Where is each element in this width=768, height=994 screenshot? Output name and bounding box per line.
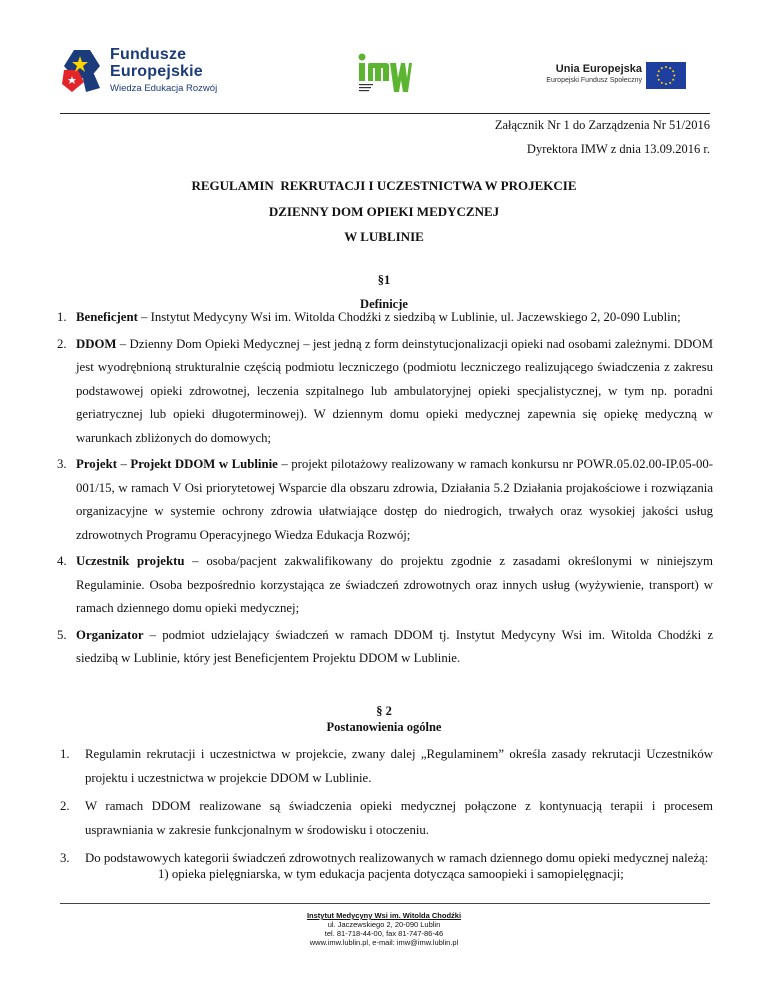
definition-text: – Instytut Medycyny Wsi im. Witolda Chodźki z siedzibą w Lublinie, ul. Jaczewskiego 2, 20-090 Lublin;: [137, 310, 681, 324]
provision-number: 2.: [60, 799, 70, 813]
provision-item: [60, 743, 713, 790]
provision-item: [60, 795, 713, 842]
imw-logo-icon: [356, 52, 412, 98]
document-title-line3: W LUBLINIE: [344, 229, 424, 244]
fe-logo-line1: Fundusze: [110, 46, 187, 63]
ue-logo-line1: Unia Europejska: [555, 63, 642, 75]
definition-item: [57, 453, 714, 547]
footer-institution-name: Instytut Medycyny Wsi im. Witolda Chodźki: [306, 911, 462, 920]
ue-logo-line2: Europejski Fundusz Społeczny: [546, 77, 642, 84]
footer-divider: [60, 903, 710, 904]
definition-term: Uczestnik projektu: [76, 554, 185, 568]
provision-subitem: 1) opieka pielęgniarska, w tym edukacja pacjenta dotycząca samoopieki i samopielęgnacji;: [158, 867, 624, 881]
definition-text: –: [116, 457, 131, 471]
unia-europejska-logo: [530, 62, 700, 96]
footer-web-email: www.imw.lublin.pl, e-mail: imw@imw.lublin.pl: [309, 938, 459, 947]
provision-number: 1.: [60, 747, 70, 761]
fe-star-mark-icon: [60, 48, 104, 94]
definition-term: Beneficjent: [76, 310, 138, 324]
provision-text: W ramach DDOM realizowane są świadczenia opieki medycznej połączone z kontynuacją terapii i procesem usprawniania w zakresie funkcjonalnym w środowisku i otoczeniu.: [85, 799, 713, 837]
definition-text: – podmiot udzielający świadczeń w ramach DDOM tj. Instytut Medycyny Wsi im. Witolda Chodźki z siedzibą w Lublinie, który jest Beneficjentem Projektu DDOM w Lublinie.: [76, 627, 713, 665]
section2-sign: § 2: [376, 704, 392, 718]
definition-number: 3.: [57, 457, 67, 471]
definition-number: 2.: [57, 336, 67, 351]
footer-phone-fax: tel. 81-718-44-00, fax 81-747-86-46: [324, 929, 444, 938]
general-provisions-list: [60, 743, 713, 876]
footer-address: ul. Jaczewskiego 2, 20-090 Lublin: [327, 920, 441, 929]
definition-text: – osoba/pacjent zakwalifikowany do projektu zgodnie z zasadami określonymi w niniejszym Regulaminie. Osoba bezpośrednio korzystająca ze świadczeń zdrowotnych oraz innych usług (wyżywienie, transport) w ramach dziennego domu opieki medycznej;: [76, 554, 713, 615]
definition-item: [57, 550, 713, 621]
provision-text: Regulamin rekrutacji i uczestnictwa w projekcie, zwany dalej „Regulaminem” określa zasady rekrutacji Uczestników projektu i uczestnictwa w projekcie DDOM w Lublinie.: [85, 747, 713, 785]
provision-number: 3.: [60, 851, 70, 865]
fe-logo-line2: Europejskie: [110, 63, 203, 80]
definition-item: [57, 624, 713, 671]
eu-flag-icon: [646, 62, 686, 89]
definition-text: – Dzienny Dom Opieki Medycznej – jest jedną z form deinstytucjonalizacji opieki nad osobami zależnymi. DDOM jest wyodrębnioną strukturalnie częścią podmiotu leczniczego (podmiotu leczniczego realizującego świadczenia z zakresu podstawowej opieki zdrowotnej, leczenia szpitalnego lub ambulatoryjnej opieki specjalistycznej, w tym np. poradni geriatrycznej lub opieki długoterminowej). W dziennym domu opieki medycznej zapewnia się opiekę medyczną w warunkach zbliżonych do domowych;: [76, 336, 713, 445]
section1-heading: Definicje: [360, 297, 408, 311]
section2-heading: Postanowienia ogólne: [326, 720, 442, 734]
definition-number: 5.: [57, 627, 67, 642]
attachment-line1: Załącznik Nr 1 do Zarządzenia Nr 51/2016: [494, 118, 710, 132]
definition-text-continued: – projekt pilotażowy realizowany w ramach konkursu nr POWR.05.02.00-IP.05-00-001/15, w ramach V Osi priorytetowej Wsparcie dla obszaru zdrowia, Działania 5.2 Działania projakościowe i rozwiązania organizacyjne w systemie ochrony zdrowia ułatwiające dostęp do niedrogich, trwałych oraz wysokiej jakości usług zdrowotnych Programu Operacyjnego Wiedza Edukacja Rozwój;: [76, 457, 714, 542]
definition-term: Projekt: [76, 457, 117, 471]
fundusze-europejskie-logo: [60, 40, 220, 100]
section1-sign: §1: [377, 273, 391, 287]
provision-text: Do podstawowych kategorii świadczeń zdrowotnych realizowanych w ramach dziennego domu opieki medycznej należą:: [85, 851, 709, 865]
document-title-line1: REGULAMIN REKRUTACJI I UCZESTNICTWA W PROJEKCIE: [191, 178, 577, 193]
imw-logo: [356, 52, 412, 98]
definition-number: 4.: [57, 554, 67, 568]
definition-term-project-name: Projekt DDOM w Lublinie: [130, 457, 278, 471]
document-title-line2: DZIENNY DOM OPIEKI MEDYCZNEJ: [268, 204, 500, 219]
definition-item: [57, 306, 713, 330]
attachment-line2: Dyrektora IMW z dnia 13.09.2016 r.: [526, 142, 710, 156]
definition-term: Organizator: [76, 627, 144, 642]
definition-number: 1.: [57, 310, 67, 324]
definitions-list: [57, 306, 714, 674]
definition-item: [57, 333, 713, 451]
header-divider: [60, 113, 710, 114]
definition-term: DDOM: [76, 336, 117, 351]
fe-logo-line3: Wiedza Edukacja Rozwój: [110, 83, 218, 94]
